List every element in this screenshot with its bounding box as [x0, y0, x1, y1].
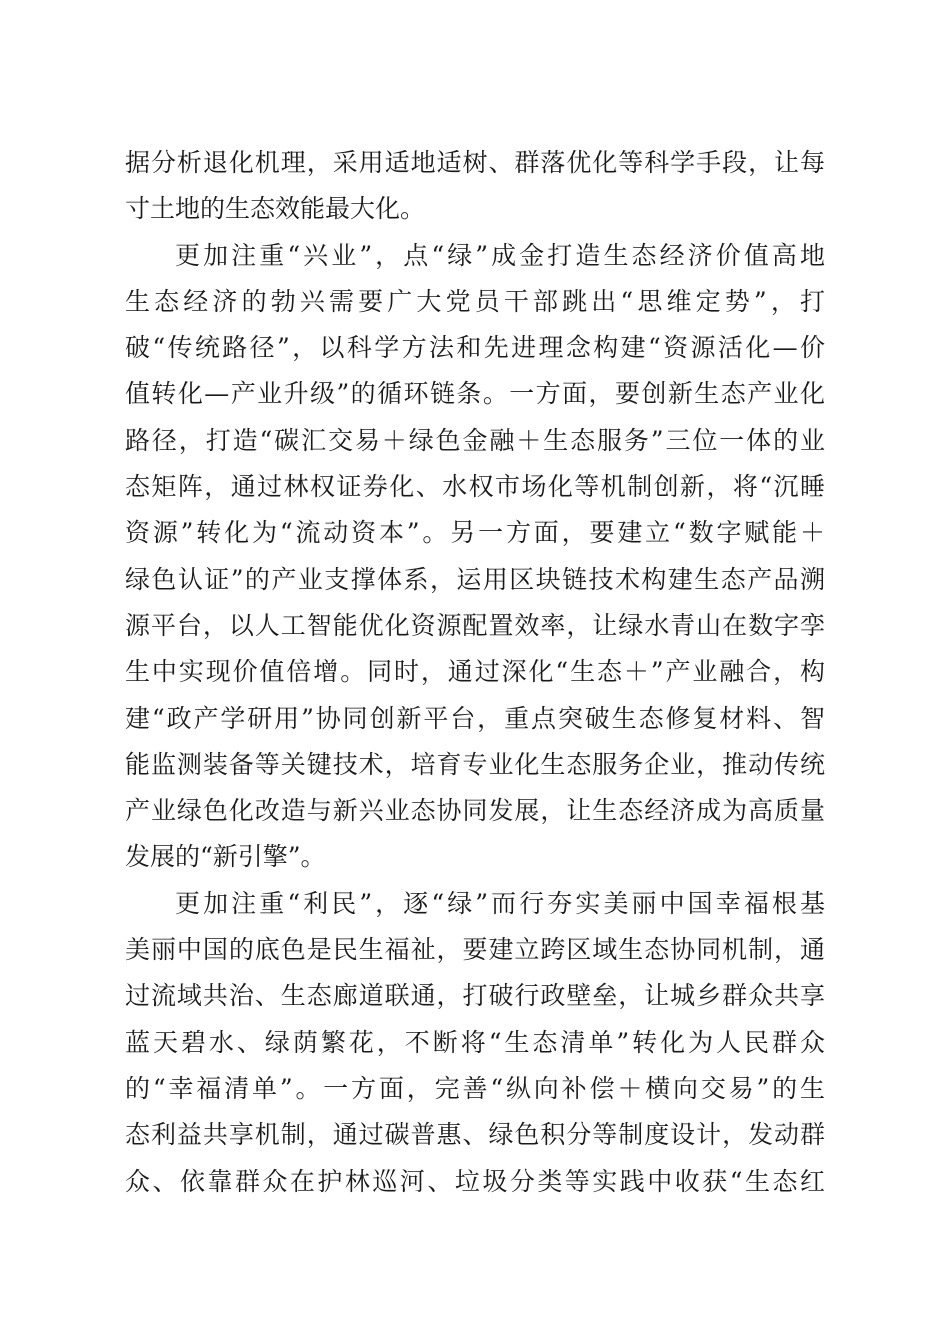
text-line: 态矩阵，通过林权证券化、水权市场化等机制创新，将“沉睡: [125, 472, 825, 502]
document-body: [125, 140, 825, 1205]
text-line: 美丽中国的底色是民生福祉，要建立跨区域生态协同机制，通: [125, 935, 825, 965]
text-line: 的“幸福清单”。一方面，完善“纵向补偿＋横向交易”的生: [125, 1073, 825, 1103]
text-line: 破“传统路径”，以科学方法和先进理念构建“资源活化—价: [125, 333, 825, 363]
text-line: 建“政产学研用”协同创新平台，重点突破生态修复材料、智: [125, 703, 825, 733]
text-line: 资源”转化为“流动资本”。另一方面，要建立“数字赋能＋: [125, 518, 825, 548]
text-line: 过流域共治、生态廊道联通，打破行政壁垒，让城乡群众共享: [125, 981, 825, 1011]
section-heading-line: 更加注重“兴业”，点“绿”成金打造生态经济价值高地: [175, 240, 825, 270]
text-line: 生中实现价值倍增。同时，通过深化“生态＋”产业融合，构: [125, 657, 825, 687]
text-line: 绿色认证”的产业支撑体系，运用区块链技术构建生态产品溯: [125, 564, 825, 594]
text-line: 值转化—产业升级”的循环链条。一方面，要创新生态产业化: [125, 379, 825, 409]
text-line: 蓝天碧水、绿荫繁花，不断将“生态清单”转化为人民群众: [125, 1027, 825, 1057]
text-line: 路径，打造“碳汇交易＋绿色金融＋生态服务”三位一体的业: [125, 425, 825, 455]
text-line: 众、依靠群众在护林巡河、垃圾分类等实践中收获“生态红: [125, 1166, 825, 1196]
text-line: 源平台，以人工智能优化资源配置效率，让绿水青山在数字孪: [125, 610, 825, 640]
text-line: 态利益共享机制，通过碳普惠、绿色积分等制度设计，发动群: [125, 1120, 825, 1150]
text-line: 据分析退化机理，采用适地适树、群落优化等科学手段，让每: [125, 148, 825, 177]
section-heading-line: 更加注重“利民”，逐“绿”而行夯实美丽中国幸福根基: [175, 888, 825, 918]
text-line: 发展的“新引擎”。: [125, 842, 326, 872]
text-line: 生态经济的勃兴需要广大党员干部跳出“思维定势”，打: [125, 286, 825, 316]
text-line: 能监测装备等关键技术，培育专业化生态服务企业，推动传统: [125, 749, 825, 779]
text-line: 寸土地的生态效能最大化。: [125, 194, 426, 224]
text-line: 产业绿色化改造与新兴业态协同发展，让生态经济成为高质量: [125, 796, 825, 826]
